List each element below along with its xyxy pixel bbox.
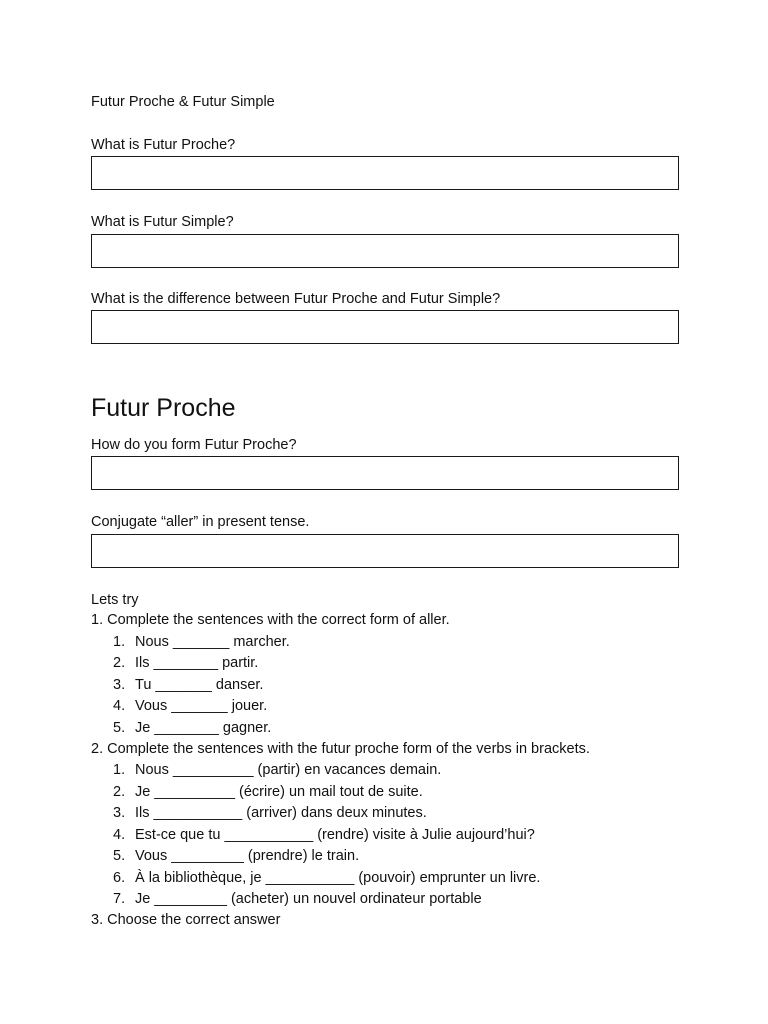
answer-box-futur-simple[interactable] xyxy=(91,234,679,268)
answer-box-form[interactable] xyxy=(91,456,679,490)
list-item: 5. Je ________ gagner. xyxy=(113,720,272,736)
question-label: What is Futur Simple? xyxy=(91,214,234,230)
list-item: 5. Vous _________ (prendre) le train. xyxy=(113,848,360,864)
list-item: 4. Est-ce que tu ___________ (rendre) visite à Julie aujourd’hui? xyxy=(113,827,535,843)
list-item: 7. Je _________ (acheter) un nouvel ordinateur portable xyxy=(113,891,482,907)
section-heading: Futur Proche xyxy=(91,394,236,422)
list-item: 6. À la bibliothèque, je ___________ (pouvoir) emprunter un livre. xyxy=(113,870,541,886)
lets-try-label: Lets try xyxy=(91,592,139,608)
question-label: What is Futur Proche? xyxy=(91,137,236,153)
exercise-2-title: 2. Complete the sentences with the futur proche form of the verbs in brackets. xyxy=(91,741,590,757)
answer-box-futur-proche[interactable] xyxy=(91,156,679,190)
answer-box-difference[interactable] xyxy=(91,310,679,344)
list-item: 2. Ils ________ partir. xyxy=(113,655,259,671)
list-item: 4. Vous _______ jouer. xyxy=(113,698,268,714)
list-item: 2. Je __________ (écrire) un mail tout de suite. xyxy=(113,784,423,800)
document-title: Futur Proche & Futur Simple xyxy=(91,94,275,110)
exercise-1-title: 1. Complete the sentences with the correct form of aller. xyxy=(91,612,450,628)
exercise-3-title: 3. Choose the correct answer xyxy=(91,912,281,928)
list-item: 3. Tu _______ danser. xyxy=(113,677,264,693)
answer-box-conjugate[interactable] xyxy=(91,534,679,568)
list-item: 1. Nous _______ marcher. xyxy=(113,634,290,650)
question-label: How do you form Futur Proche? xyxy=(91,437,297,453)
question-label: What is the difference between Futur Proche and Futur Simple? xyxy=(91,291,501,307)
list-item: 1. Nous __________ (partir) en vacances demain. xyxy=(113,762,442,778)
question-label: Conjugate “aller” in present tense. xyxy=(91,514,310,530)
list-item: 3. Ils ___________ (arriver) dans deux minutes. xyxy=(113,805,427,821)
